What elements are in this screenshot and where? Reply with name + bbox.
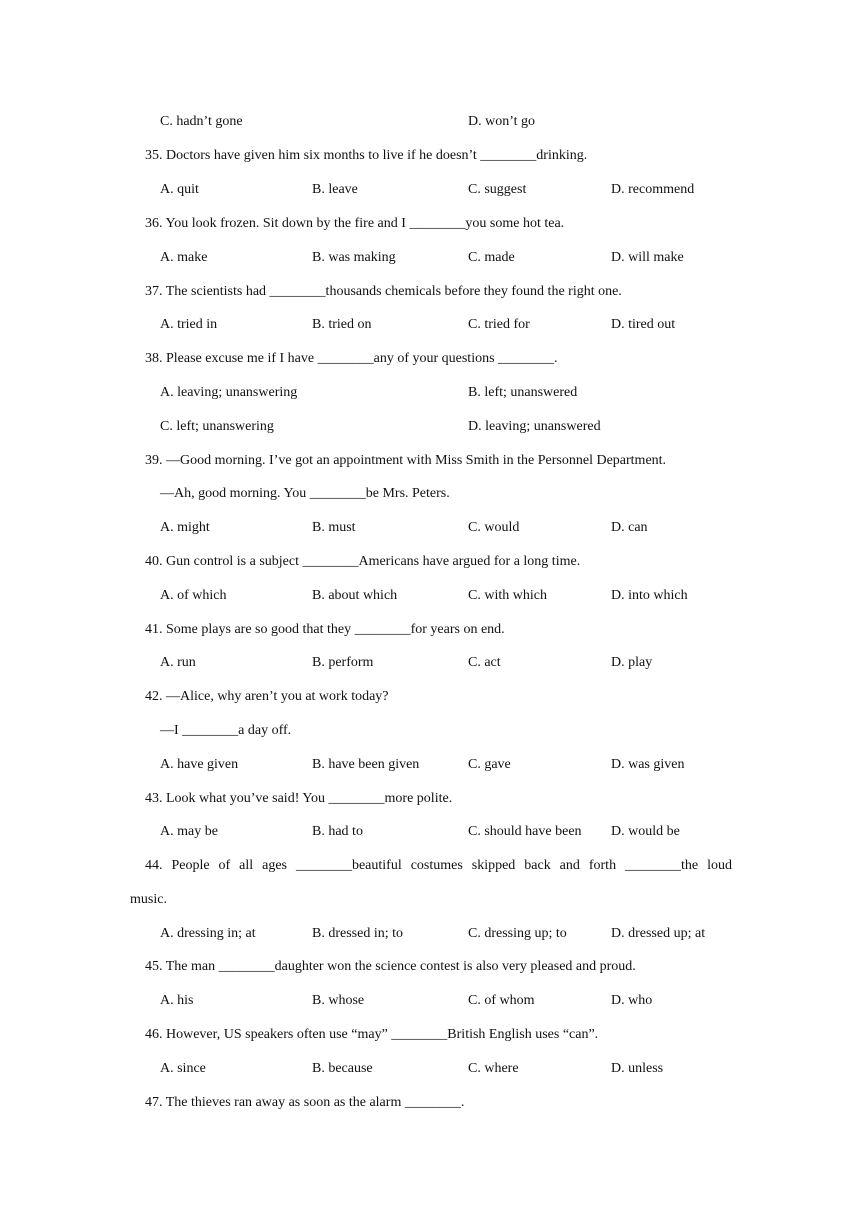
option-q35-d: D. recommend bbox=[611, 182, 695, 197]
option-q46-b: B. because bbox=[312, 1061, 373, 1076]
option-q43-b: B. had to bbox=[312, 824, 363, 839]
question-42-stem: 42. —Alice, why aren’t you at work today? bbox=[145, 689, 389, 704]
option-q44-a: A. dressing in; at bbox=[160, 926, 256, 941]
option-q43-d: D. would be bbox=[611, 824, 680, 839]
option-q42-b: B. have been given bbox=[312, 757, 420, 772]
question-46-stem: 46. However, US speakers often use “may” ________British English uses “can”. bbox=[145, 1027, 599, 1042]
option-q43-c: C. should have been bbox=[468, 824, 582, 839]
option-q43-a: A. may be bbox=[160, 824, 218, 839]
option-q40-d: D. into which bbox=[611, 588, 688, 603]
question-36-stem: 36. You look frozen. Sit down by the fire and I ________you some hot tea. bbox=[145, 216, 565, 231]
option-q46-a: A. since bbox=[160, 1061, 206, 1076]
option-q35-b: B. leave bbox=[312, 182, 358, 197]
option-q42-c: C. gave bbox=[468, 757, 511, 772]
option-q46-c: C. where bbox=[468, 1061, 519, 1076]
option-q36-c: C. made bbox=[468, 250, 515, 265]
option-q45-a: A. his bbox=[160, 993, 194, 1008]
option-q39-a: A. might bbox=[160, 520, 210, 535]
question-38-stem: 38. Please excuse me if I have ________any of your questions ________. bbox=[145, 351, 558, 366]
question-39-stem: 39. —Good morning. I’ve got an appointment with Miss Smith in the Personnel Department. bbox=[145, 453, 667, 468]
option-q45-d: D. who bbox=[611, 993, 653, 1008]
question-35-stem: 35. Doctors have given him six months to live if he doesn’t ________drinking. bbox=[145, 148, 588, 163]
option-q36-b: B. was making bbox=[312, 250, 396, 265]
option-q42-d: D. was given bbox=[611, 757, 685, 772]
option-q36-d: D. will make bbox=[611, 250, 684, 265]
question-45-stem: 45. The man ________daughter won the science contest is also very pleased and proud. bbox=[145, 959, 636, 974]
option-q35-c: C. suggest bbox=[468, 182, 527, 197]
question-47-stem: 47. The thieves ran away as soon as the alarm ________. bbox=[145, 1095, 465, 1110]
question-44-stem-continued: music. bbox=[130, 892, 167, 907]
option-q36-a: A. make bbox=[160, 250, 208, 265]
option-q38-d: D. leaving; unanswered bbox=[468, 419, 601, 434]
option-q37-b: B. tried on bbox=[312, 317, 372, 332]
option-q39-c: C. would bbox=[468, 520, 520, 535]
option-q44-d: D. dressed up; at bbox=[611, 926, 706, 941]
option-q38-b: B. left; unanswered bbox=[468, 385, 578, 400]
question-43-stem: 43. Look what you’ve said! You ________more polite. bbox=[145, 791, 453, 806]
question-40-stem: 40. Gun control is a subject ________Americans have argued for a long time. bbox=[145, 554, 581, 569]
question-39-reply: —Ah, good morning. You ________be Mrs. Peters. bbox=[160, 486, 450, 501]
option-q45-c: C. of whom bbox=[468, 993, 535, 1008]
option-q46-d: D. unless bbox=[611, 1061, 664, 1076]
option-q37-d: D. tired out bbox=[611, 317, 676, 332]
option-q40-b: B. about which bbox=[312, 588, 398, 603]
option-q41-c: C. act bbox=[468, 655, 501, 670]
option-q41-b: B. perform bbox=[312, 655, 374, 670]
option-q39-b: B. must bbox=[312, 520, 356, 535]
question-44-stem: 44. People of all ages ________beautiful costumes skipped back and forth ________the loud bbox=[145, 858, 732, 873]
question-37-stem: 37. The scientists had ________thousands chemicals before they found the right one. bbox=[145, 284, 622, 299]
option-q44-c: C. dressing up; to bbox=[468, 926, 567, 941]
option-q37-c: C. tried for bbox=[468, 317, 530, 332]
option-q45-b: B. whose bbox=[312, 993, 365, 1008]
option-q42-a: A. have given bbox=[160, 757, 239, 772]
option-q34-d: D. won’t go bbox=[468, 114, 536, 129]
option-q41-d: D. play bbox=[611, 655, 653, 670]
option-q40-a: A. of which bbox=[160, 588, 227, 603]
question-41-stem: 41. Some plays are so good that they ________for years on end. bbox=[145, 622, 505, 637]
option-q37-a: A. tried in bbox=[160, 317, 218, 332]
option-q38-c: C. left; unanswering bbox=[160, 419, 274, 434]
option-q35-a: A. quit bbox=[160, 182, 199, 197]
option-q34-c: C. hadn’t gone bbox=[160, 114, 243, 129]
option-q38-a: A. leaving; unanswering bbox=[160, 385, 298, 400]
question-42-reply: —I ________a day off. bbox=[160, 723, 292, 738]
option-q44-b: B. dressed in; to bbox=[312, 926, 403, 941]
option-q39-d: D. can bbox=[611, 520, 648, 535]
option-q40-c: C. with which bbox=[468, 588, 547, 603]
option-q41-a: A. run bbox=[160, 655, 196, 670]
